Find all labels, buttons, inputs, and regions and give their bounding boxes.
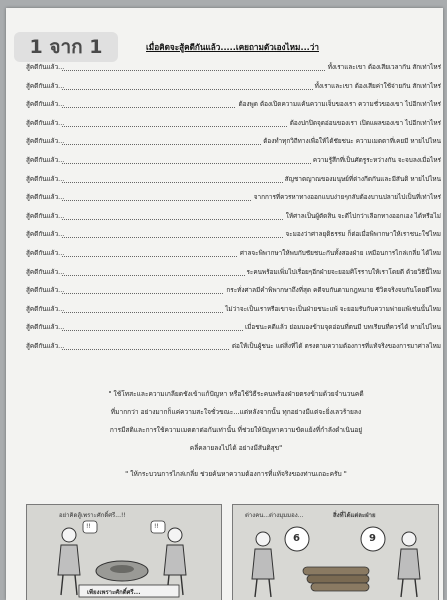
illustration-right-caption: ต่างคน...ต่างมุมมอง... (245, 512, 304, 519)
question-text: ศาลจะพิพากษาให้พบกับชัยชนะกันทั้งสองฝ่าย เหมือนการไกล่เกลี่ย ได้ไหม (239, 249, 441, 257)
question-text: สัญชาตญาณของมนุษย์ที่ต่างกีดกันและมีสันติ หายไปไหน (284, 174, 441, 183)
question-line (26, 136, 441, 148)
question-line (26, 192, 441, 204)
bubble-left-text: !! (86, 523, 91, 530)
question-text: ระคนพร้อมเพิ่มไปเรื่อยๆอีกฝ่ายจะยอมศิโรราบให้เราโดยดี ด้วยวิธีนี้ไหม (246, 267, 441, 276)
thought-bubble-right-number: 9 (369, 533, 376, 544)
question-line (26, 211, 441, 223)
thought-bubble-left-number: 6 (293, 533, 300, 544)
question-line (26, 229, 441, 241)
line-prefix: สู้คดีกันแล้ว... (26, 267, 65, 276)
quote-line: ที่มากกว่า อย่างมากก็แค่ความสะใจชั่วขณะ...แต่หลังจากนั้น ทุกอย่างมีแต่จะยิ่งเลวร้ายลง (110, 408, 362, 416)
question-line (26, 267, 441, 279)
question-text: จะมองว่าศาลยุติธรรม ก็ต่อเมื่อพิพากษาให้เราชนะใช่ไหม (285, 230, 441, 239)
page-counter-badge: 1 จาก 1 (14, 32, 118, 62)
question-text: เมื่อชนะคดีแล้ว ย่อมมองข้ามจุดอ่อนที่ตนมี บทเรียนที่ควรได้ หายไปไหน (244, 323, 441, 332)
question-text: กระทั่งศาลมีคำพิพากษาถึงที่สุด คดีจบกันตามกฎหมาย ชีวิตจริงจบกันโดยดีไหม (226, 286, 441, 295)
line-prefix: สู้คดีกันแล้ว... (26, 304, 65, 313)
quote-line: การมีสติและการใช้ความเมตตาต่อกันเท่านั้น ที่ช่วยให้ปัญหาความขัดแย้งที่กำลังดำเนินอยู่ (109, 426, 363, 434)
question-text: ต้องทำทุกวิถีทางเพื่อให้ได้ชัยชนะ ความเมตตาที่เคยมี หายไปไหน (263, 137, 441, 146)
line-prefix: สู้คดีกันแล้ว... (26, 100, 65, 109)
illustration-right-caption-bold: สิ่งที่ได้แต่ละฝ่าย (333, 512, 376, 519)
question-line (26, 341, 441, 353)
bubble-right-text: !! (154, 523, 159, 530)
question-text: ต้องปกปิดจุดอ่อนของเรา เปิดแผลของเขา ไปอีกเท่าไหร่ (289, 118, 441, 127)
question-line (26, 81, 441, 93)
illustration-left-caption: อย่าคิดสู้เพราะศักดิ์ศรี...!! (59, 512, 126, 519)
question-line (26, 174, 441, 186)
line-prefix: สู้คดีกันแล้ว... (26, 323, 65, 332)
line-prefix: สู้คดีกันแล้ว... (26, 193, 65, 202)
question-line (26, 304, 441, 316)
question-text: ให้ศาลเป็นผู้ตัดสิน จะดีไปกว่าเลือกทางออกเอง ได้หรือไม่ (285, 211, 441, 220)
quote-line: " ใช้โทสะและความเกลียดชังเข้าแก้ปัญหา หรือใช้วิธีระคนพร้องฝ่ายตรงข้ามด้วยจำนวนคดี (108, 390, 364, 398)
question-text: ความรู้สึกที่เป็นศัตรูระหว่างกัน จะจบลงเมื่อไหร่ (312, 156, 441, 164)
question-line (26, 118, 441, 130)
quote-line: คลี่คลายลงไปได้ อย่างมีสันติสุข" (189, 444, 283, 452)
document-page (6, 8, 443, 600)
document-title: เมื่อคิดจะสู้คดีกันแล้ว.....เคยถามตัวเองไหม...ว่า (146, 42, 319, 52)
question-text: ทั้งเราและเขา ต้องเสียค่าใช้จ่ายกัน สักเท่าไหร่ (314, 81, 441, 90)
question-line (26, 248, 441, 260)
line-prefix: สู้คดีกันแล้ว... (26, 286, 65, 295)
question-line (26, 99, 441, 111)
closing-quote: " ให้กระบวนการไกล่เกลี่ย ช่วยค้นหาความต้องการที่แท้จริงของท่านเถอะครับ " (125, 470, 347, 478)
question-line (26, 322, 441, 334)
line-prefix: สู้คดีกันแล้ว... (26, 63, 65, 71)
illustration-left-bottom-caption: เพียงเพราะศักดิ์ศรี... (87, 589, 141, 596)
question-text: ไม่ว่าจะเป็นเราหรือเขาจะเป็นฝ่ายชนะแพ้ จะยอมรับกับความพ่ายแพ้เช่นนั้นไหม (225, 304, 441, 313)
line-prefix: สู้คดีกันแล้ว... (26, 174, 65, 183)
line-prefix: สู้คดีกันแล้ว... (26, 342, 65, 350)
line-prefix: สู้คดีกันแล้ว... (26, 211, 65, 220)
illustration-right (232, 504, 439, 600)
question-line (26, 62, 441, 74)
question-text: ทั้งเราและเขา ต้องเสียเวลากัน สักเท่าไหร่ (327, 63, 441, 71)
question-line (26, 155, 441, 167)
line-prefix: สู้คดีกันแล้ว... (26, 137, 65, 146)
line-prefix: สู้คดีกันแล้ว... (26, 156, 65, 164)
illustration-left (26, 504, 222, 600)
question-line (26, 285, 441, 297)
question-text: ต้องพูด ต้องเปิดความแค้นความเจ็บของเรา ความชั่วของเขา ไปอีกเท่าไหร่ (238, 100, 441, 109)
line-prefix: สู้คดีกันแล้ว... (26, 81, 65, 90)
line-prefix: สู้คดีกันแล้ว... (26, 118, 65, 127)
question-text: ต่อให้เป็นผู้ชนะ แต่สิ่งที่ได้ ตรงตามความต้องการที่แท้จริงของการมาศาลไหม (231, 342, 441, 350)
line-prefix: สู้คดีกันแล้ว... (26, 230, 65, 239)
line-prefix: สู้คดีกันแล้ว... (26, 249, 65, 257)
question-text: จากการที่ควรหาทางออกแบบง่ายๆกลับต้องบานปลายไปเป็นที่เท่าไหร่ (253, 193, 441, 202)
